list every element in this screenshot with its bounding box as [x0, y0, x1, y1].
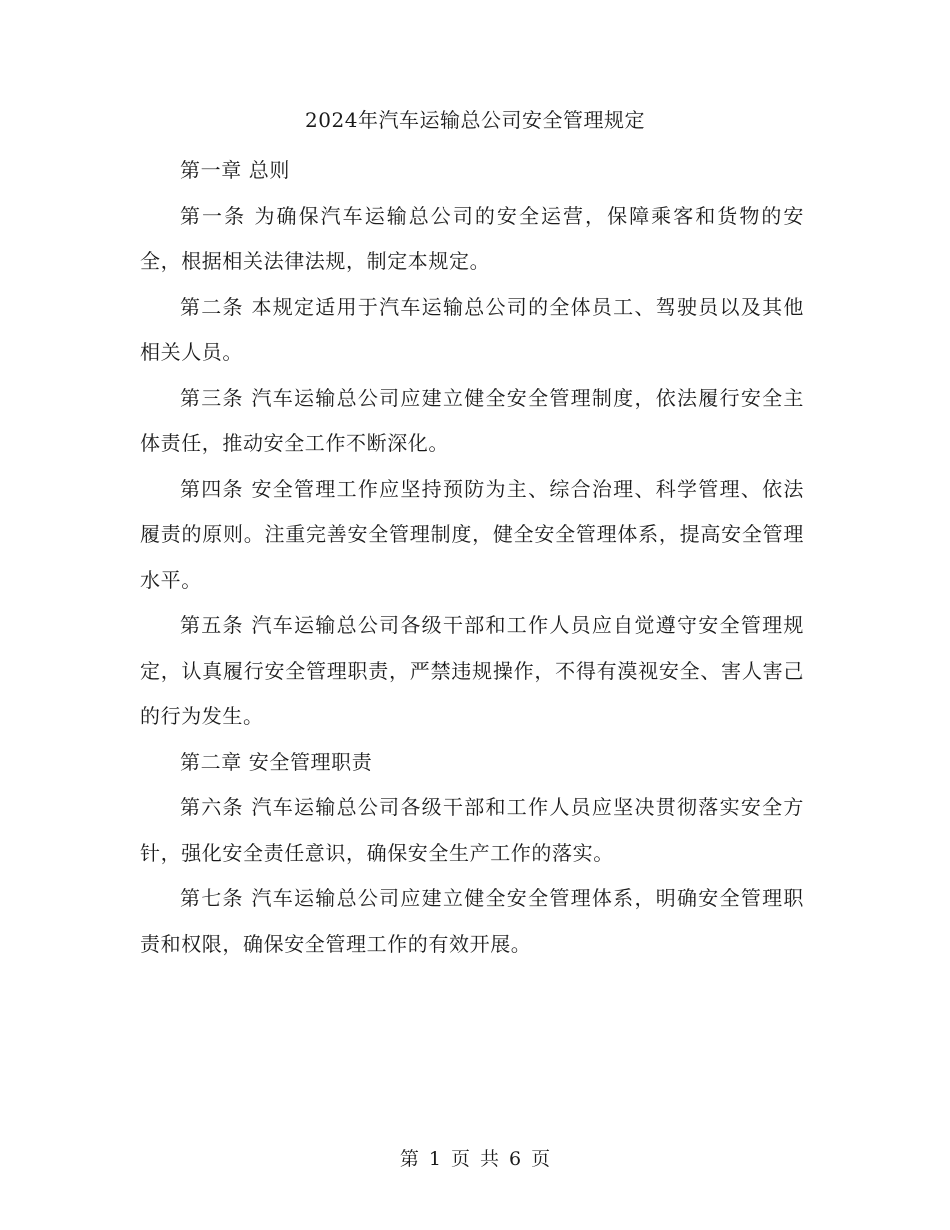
article-paragraph: 第六条 汽车运输总公司各级干部和工作人员应坚决贯彻落实安全方针，强化安全责任意识，确保安全生产工作的落实。: [140, 795, 804, 865]
article-paragraph: 第三条 汽车运输总公司应建立健全安全管理制度，依法履行安全主体责任，推动安全工作不断深化。: [140, 385, 804, 455]
article-paragraph: 第七条 汽车运输总公司应建立健全安全管理体系，明确安全管理职责和权限，确保安全管理工作的有效开展。: [140, 886, 804, 956]
document-body: [140, 148, 804, 967]
article-paragraph: 第五条 汽车运输总公司各级干部和工作人员应自觉遵守安全管理规定，认真履行安全管理职责，严禁违规操作，不得有漠视安全、害人害己的行为发生。: [140, 613, 804, 728]
article-paragraph: 第四条 安全管理工作应坚持预防为主、综合治理、科学管理、依法履责的原则。注重完善安全管理制度，健全安全管理体系，提高安全管理水平。: [140, 476, 804, 592]
article-paragraph: 第一条 为确保汽车运输总公司的安全运营，保障乘客和货物的安全，根据相关法律法规，制定本规定。: [140, 203, 804, 273]
chapter-heading: 第二章 安全管理职责: [180, 749, 373, 774]
article-paragraph: 第二条 本规定适用于汽车运输总公司的全体员工、驾驶员以及其他相关人员。: [140, 294, 804, 364]
page-number-footer: 第 1 页 共 6 页: [399, 1148, 551, 1170]
chapter-heading: 第一章 总则: [180, 158, 290, 182]
document-title: 2024年汽车运输总公司安全管理规定: [305, 108, 645, 132]
